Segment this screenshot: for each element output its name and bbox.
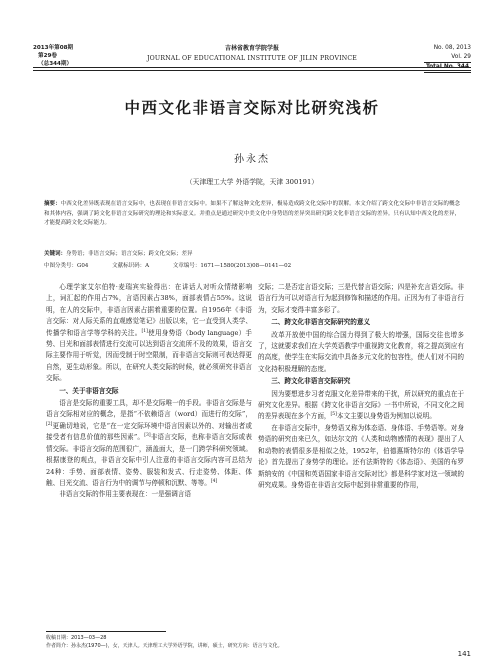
- citation: [4]: [210, 478, 218, 484]
- section-heading-3: 三、跨文化非语言交际研究: [271, 377, 351, 386]
- paragraph: 改革开放使中国的综合国力得到了极大的增强，国际交往也增多了，这就要求我们在大学英语教学中重视跨文化教育，将之提高到应有的高度，使学生在实际交流中具备多元文化的包容性，使人们对不同的文化持积极理解的态度。: [258, 330, 464, 373]
- section-heading-2: 二、跨文化非语言交际研究的意义: [271, 318, 371, 327]
- page-number: 141: [457, 650, 471, 658]
- section-heading-1: 一、关于非语言交际: [59, 386, 119, 395]
- keywords-label: 关键词：: [44, 251, 67, 257]
- paragraph: 交际；二是否定言语交际；三是代替言语交际；四是补充言语交际。非语言行为可以对语言行为起到修饰和描述的作用。正因为有了非语言行为，交际才变得丰富多彩了。: [258, 283, 464, 314]
- keywords: [44, 250, 460, 259]
- paragraph: 在非语言交际中，身势语又称为体态语、身体语、手势语等。对身势语的研究由来已久，如达尔文的《人类和动物感情的表现》提出了人和动物的表情很多是相似之处，1952年，伯德惠斯特尔的《体语学导论》首先提出了身势学的理论。还有法斯特的《体态语》、美国的布罗斯纳安的《中国和英语国家非语言交际对比》都是科学家对这一领域的研究成果。身势语在非语言交际中起到非常重要的作用，: [258, 423, 464, 489]
- issue-year: 2013年第08期: [33, 45, 74, 51]
- issue-total: （总344期）: [38, 61, 73, 67]
- clc-number: 中图分类号：G04: [44, 263, 89, 269]
- author-bio: 作者简介：孙永杰(1970—)，女，天津人。天津理工大学外语学院，讲师，硕士，研究方向：语言与文化。: [46, 643, 283, 649]
- header-rule-thick: [33, 67, 471, 68]
- article-title: 中西文化非语言交际对比研究浅析: [124, 99, 380, 117]
- abstract-label: 摘要：: [44, 201, 61, 207]
- total-number-en: Total No. 344: [424, 62, 471, 73]
- article-number: 文章编号：1671—1580(2013)08—0141—02: [172, 263, 292, 269]
- citation: [2]: [46, 421, 53, 427]
- journal-name-en: JOURNAL OF EDUCATIONAL INSTITUTE OF JILIN PROVINCE: [146, 55, 358, 62]
- paragraph: 语言是交际的重要工具，却不是交际唯一的手段。非语言交际是与语言交际相对应的概念，是指“不依赖语言（word）而进行的交际”，[2]更确切地说，它是“在一定交际环境中语言因素以外的、对输出者或接受者有信息价值的那些因素”。[3]非语言交际，也称非语言交际或表情交际。非语言交际的范围很广，涵盖面大，是一门跨学科研究领域。根据康登的观点，非语言交际中引人注意的非语言交际内容可总结为24种：手势、面部表情、姿势、服装和发式、行走姿势、体距、体触、目光交流、语言行为中的调节与停顿和沉默、等等。[4]: [46, 399, 252, 487]
- abstract: [44, 200, 460, 229]
- journal-name-cn: 吉林省教育学院学报: [224, 45, 279, 52]
- issue-number-en: No. 08, 2013: [433, 45, 471, 51]
- issue-info-en: [424, 44, 471, 73]
- document-code: 文献标识码：A: [112, 263, 150, 269]
- left-column: [46, 282, 252, 501]
- footnote-rule: [46, 631, 166, 632]
- classification-line: [44, 262, 460, 271]
- paragraph: 心理学家艾尔伯特·麦瑞宾实验得出：在讲话人对听众情绪影响上，词汇起的作用占7%，言语因素占38%，面部表情占55%。这说明，在人的交际中，非语言因素占据着重要的位置。自1956年《非语言交际：对人际关系的直观感觉笔记》出版以来，它一直受到人类学、传播学和语言学等学科的关注。[1]使用身势语（body language）手势、目光和面部表情进行交流可以达到语言交流所不及的效果，语言交际主要作用于听觉，因而受制于时空限制，而非语言交际则可表达得更自然，更生动形象。所以，在研究人类交际的时候，就必须研究非语言交际。: [46, 283, 252, 383]
- footnote: [46, 634, 283, 650]
- article-author: 孙永杰: [234, 154, 270, 165]
- author-affiliation: （天津理工大学 外语学院，天津 300191）: [185, 178, 319, 186]
- keywords-text: 身势语；非语言交际；语言交际；跨文化交际；差异: [66, 251, 193, 257]
- right-column: [258, 282, 464, 491]
- paragraph: 因为要想进步习者克服文化差异带来的干扰，所以研究的重点在于研究文化差异。根据《跨文化非语言交际》一书中所说，不同文化之间的差异表现在多个方面，[5]本文主要以身势语为例加以说明。: [258, 389, 464, 421]
- paragraph: 非语言交际的作用主要表现在：一是强调言语: [59, 490, 192, 499]
- received-date: 收稿日期：2013—03—28: [46, 635, 107, 641]
- header-rule-thin: [33, 70, 471, 71]
- citation: [5]: [330, 412, 337, 418]
- abstract-text: 中西文化差异既表现在语言交际中，也表现在非语言交际中。如果不了解这种文化差异，极易造成跨文化交际中的误解。本文介绍了跨文化交际中非语言交际的概念和其体内容，强调了跨文化非语言交际研究的理论和实际意义。并重点是通过研究中美文化中身势语的差异突出研究跨文化非语言交际的差异。只有认知中西文化的差异，才能提高跨文化交际能力。: [44, 201, 460, 227]
- issue-volume: 第29卷: [38, 53, 57, 59]
- volume-en: Vol. 29: [451, 53, 471, 60]
- citation: [1]: [141, 328, 148, 334]
- citation: [3]: [144, 433, 151, 439]
